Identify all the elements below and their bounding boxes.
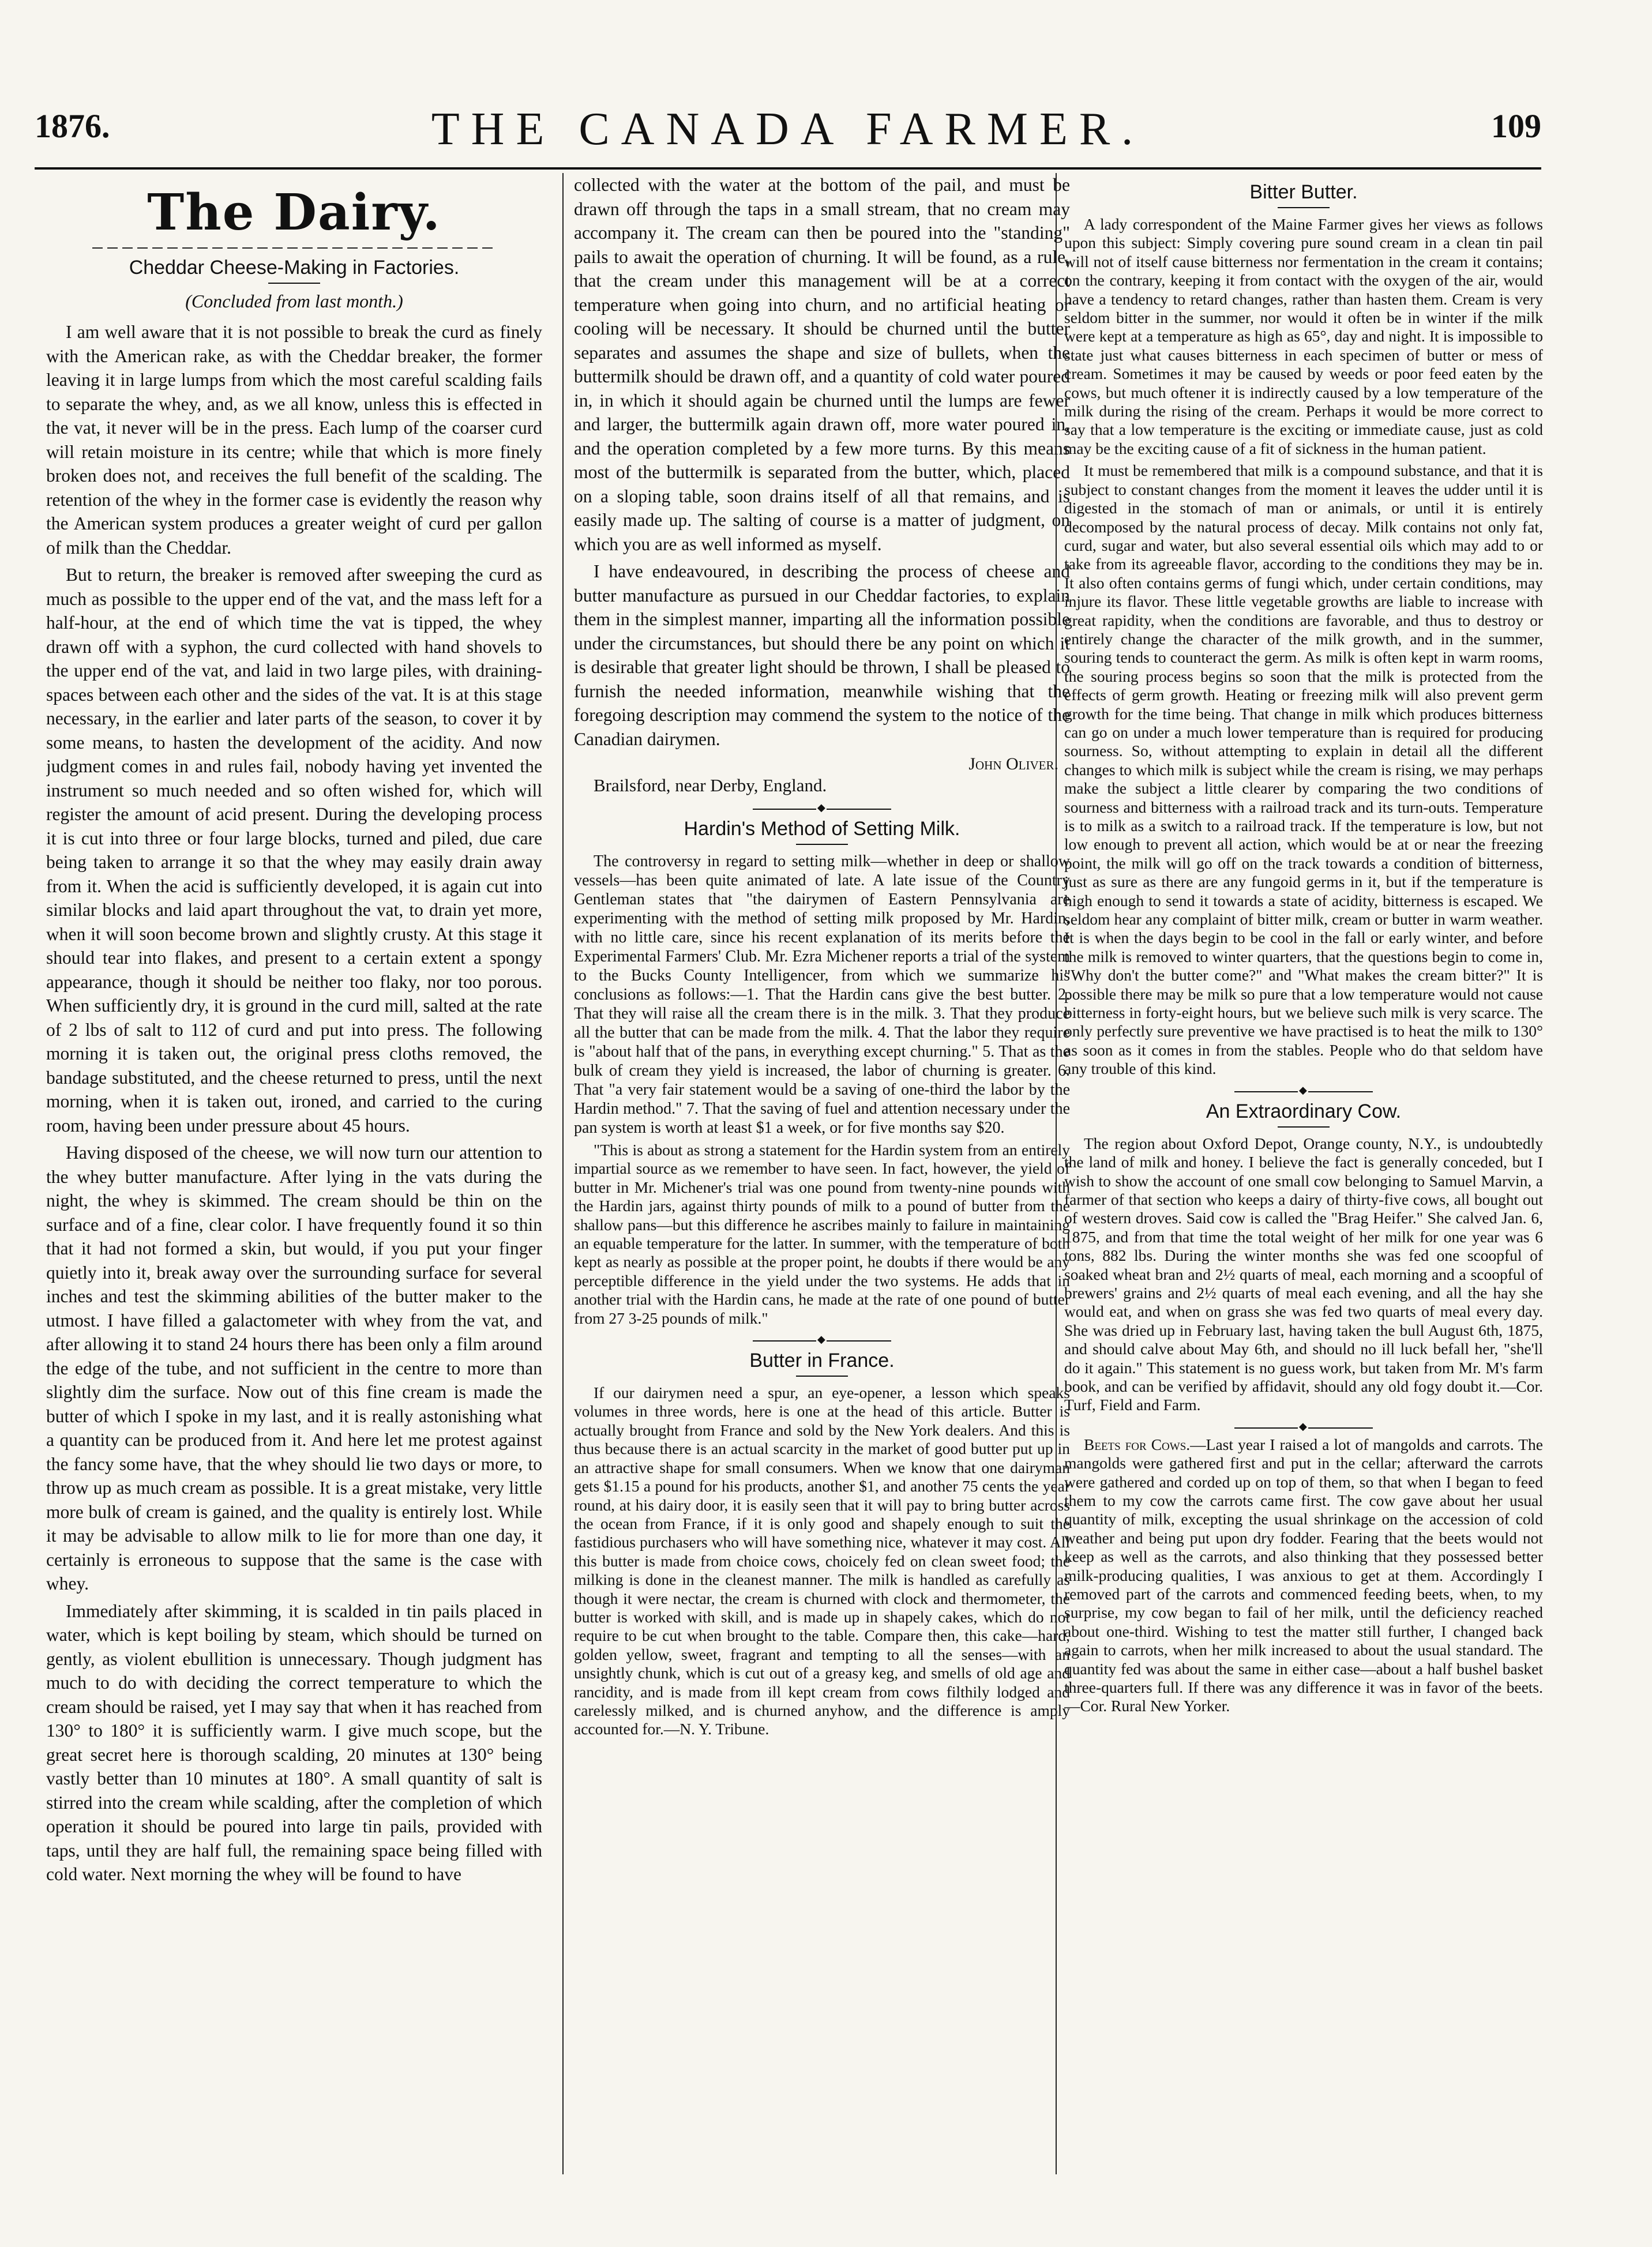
title-rule [1278, 207, 1330, 208]
article-divider [753, 809, 891, 810]
title-rule [796, 844, 848, 845]
masthead [35, 104, 1541, 170]
paragraph: I am well aware that it is not possible to break the curd as finely with the American rake, as with the Cheddar breaker, the former leaving it in large lumps from which the most careful scalding fails to separate the whey, and, as we all know, unless this is effected in the vat, it never will be in the press. Each lump of the coarser curd will retain moisture in its centre; while that which is more finely broken does not, and receives the full benefit of the scalding. The retention of the whey in the former case is evidently the reason why the American system produces a greater weight of curd per gallon of milk than the Cheddar. [46, 322, 542, 558]
issue-year: 1876. [35, 107, 110, 145]
column-2 [574, 173, 1070, 2174]
article-title-france: Butter in France. [749, 1350, 895, 1372]
article-divider [1234, 1427, 1373, 1429]
paragraph: But to return, the breaker is removed after sweeping the curd as much as possible to the upper end of the vat, and the mass left for a half-hour, at the end of which time the vat is tipped, the whey drawn off with a syphon, the curd collected with hand shovels to the upper end of the vat, and laid in two large piles, with draining-spaces between each other and the sides of the vat. It is at this stage necessary, in the earlier and later parts of the season, to cover it by some means, to hasten the development of the acidity. And now judgment comes in and rules fail, nobody having yet invented the instrument so much needed and so often wished for, which will register the amount of acid present. During the developing process it is cut into three or four large blocks, turned and piled, due care being taken to arrange it so that the whey may easily drain away from it. When the acid is sufficiently developed, it is again cut into similar blocks and laid apart throughout the vat, to drain yet more, when it will soon become brown and slightly crusty. At this stage it should tear into flakes, and present to a certain extent a spongy appearance, though it should be neither too flaky, nor too porous. When sufficiently dry, it is ground in the curd mill, salted at the rate of 2 lbs of salt to 112 of curd and put into press. The following morning it is taken out, the original press cloths removed, the bandage substituted, and the cheese returned to press, until the next morning, when it is taken out, ironed, and carried to the curing room, having been under pressure about 45 hours. [46, 565, 542, 1136]
section-rule [92, 247, 496, 249]
signature: John Oliver. [968, 754, 1058, 773]
column-1 [46, 173, 542, 2174]
paragraph: The region about Oxford Depot, Orange county, N.Y., is undoubtedly the land of milk and honey. I believe the fact is generally conceded, but I wish to show the account of one small cow belonging to Samuel Marvin, a farmer of that section who keeps a dairy of thirty-five cows, all bought out of western droves. Said cow is called the "Brag Heifer." She calved Jan. 6, 1875, and from that time the total weight of her milk for one year was 6 tons, 882 lbs. During the winter months she was fed one scoopful of soaked wheat bran and 2½ quarts of meal, each morning and a scoopful of brewers' grains and 2½ quarts of meal each evening, and all the hay she would eat, and when on grass she was fed two quarts of meal every day. She was dried up in February last, having taken the bull August 6th, 1875, and should calve about May 6th, and should no ill luck befall her, "she'll do it again." This statement is no guess work, but taken from Mr. M's farm book, and can be verified by affidavit, should any old fogy doubt it.—Cor. Turf, Field and Farm. [1064, 1134, 1543, 1414]
paragraph: The controversy in regard to setting milk—whether in deep or shallow vessels—has been quite animated of late. A late issue of the Country Gentleman states that "the dairymen of Eastern Pennsylvania are experimenting with the method of setting milk proposed by Mr. Hardin, with no little care, since his recent explanation of its merits before the Experimental Farmers' Club. Mr. Ezra Michener reports a trial of the system to the Bucks County Intelligencer, from which we summarize his conclusions as follows:—1. That the Hardin cans give the best butter. 2. That they will raise all the cream there is in the milk. 3. That they produce all the butter that can be made from the milk. 4. That the labor they require is "about half that of the pans, in everything except churning." 5. That as the bulk of cream they yield is increased, the labor of churning is greater. 6. That "a very fair statement would be a saving of one-third the labor by the Hardin method." 7. That the saving of fuel and attention necessary under the pan system is worth at least $1 a week, or for five months say $20. [574, 852, 1070, 1137]
paragraph: Immediately after skimming, it is scalded in tin pails placed in water, which is kept boiling by steam, which should be turned on gently, as violent ebullition is unnecessary. Though judgment has much to do with deciding the correct temperature to which the cream should be raised, yet I may say that when it has reached from 130° to 180° it is sufficiently warm. I give much scope, but the great secret here is thorough scalding, 20 minutes at 130° being vastly better than 10 minutes at 180°. A small quantity of salt is stirred into the cream while scalding, after the completion of which operation it should be poured into large tin pails, provided with taps, until they are half full, the remaining space being filled with cold water. Next morning the whey will be found to have [46, 1600, 542, 1884]
article-title-bitter: Bitter Butter. [1249, 181, 1358, 203]
column-3 [1064, 173, 1543, 2174]
paragraph: If our dairymen need a spur, an eye-opener, a lesson which speaks volumes in three words, here is one at the head of this article. Butter is actually brought from France and sold by the New York dealers. And this is thus because there is an actual scarcity in the market of good butter put up in an attractive shape for small consumers. When we know that one dairyman gets $1.15 a pound for his products, another $1, and another 75 cents the year round, at his dairy door, it is easily seen that it will pay to bring butter across the ocean from France, if it is only good and shapely enough to suit the fastidious purchasers who will have something nice, whatever it may cost. All this butter is made from choice cows, choicely fed on clean sweet food; the milking is done in the cleanest manner. The milk is handled as carefully as though it were nectar, the cream is churned with clock and thermometer, the butter is worked with skill, and is made up in shapely cakes, which do not require to be cut when brought to the table. Compare then, this cake—hard, golden yellow, sweet, fragrant and tempting to all the senses—with an unsightly chunk, which is cut out of a greasy keg, and smells of old age and rancidity, and is made from ill kept cream from cows filthily lodged and carelessly milked, and is churned anyhow, and the difference is amply accounted for.—N. Y. Tribune. [574, 1384, 1070, 1738]
paragraph-beets [1064, 1436, 1543, 1716]
paragraph: A lady correspondent of the Maine Farmer gives her views as follows upon this subject: Simply covering pure sound cream in a clean tin pail will not of itself cause bitterness nor fermentation in the cream it contains; on the contrary, keeping it from contact with the oxygen of the air, would have a tendency to retard changes, rather than hasten them. Cream is very seldom bitter in the summer, nor would it often be in winter if the milk were kept at a temperature as high as 65°, day and night. It is impossible to state just what causes bitterness in each specimen of butter or mess of cream. Sometimes it may be caused by weeds or poor feed eaten by the cows, but much oftener it is indirectly caused by a low temperature of the milk during the rising of the cream. Perhaps it would be more correct to say that a low temperature is the exciting or immediate cause, just as cold may be the exciting cause of a fit of sickness in the human patient. [1064, 215, 1543, 457]
paragraph: It must be remembered that milk is a compound substance, and that it is subject to constant changes from the moment it leaves the udder until it is digested in the stomach of man or animals, or until it is entirely decomposed by the natural process of decay. Milk contains not only fat, curd, sugar and water, but also several essential oils which may add to or take from its agreeable flavor, according to the conditions they may be in. It also often contains germs of fungi which, under certain conditions, may injure its flavor. These little vegetable growths are liable to increase with great rapidity, when the conditions are favorable, and thus to destroy or entirely change the character of the milk growth, and in the summer, souring tends to counteract the germ. As milk is often kept in warm rooms, the souring process begins so soon that the milk is protected from the effects of germ growth. Heating or freezing milk will also prevent germ growth for the time being. That change in milk which produces bitterness can go on under a much lower temperature than is required for producing sourness. So, without attempting to explain in detail all the different changes to which milk is subject while the cream is rising, we may perhaps make the subject a little clearer by comparing the two conditions of sourness and bitterness with a railroad track and its turn-outs. Temperature is to milk as a switch to a railroad track. If the temperature is low, but not low enough to prevent all action, which would be at or near the freezing point, the milk will go off on the track towards a condition of bitterness, just as sure as there are any fungoid germs in it, but if the temperature is high enough to send it towards a state of acidity, bitterness is escaped. We seldom hear any complaint of bitter milk, cream or butter in warm weather. It is when the days begin to be cool in the fall or early winter, and before the milk is removed to winter quarters, that the questions begin to come in, "Why don't the butter come?" and "What makes the cream bitter?" It is possible there may be milk so pure that a low temperature would not cause bitterness in forty-eight hours, but we believe such milk is very scarce. The only perfectly sure preventive we have practised is to heat the milk to 130° as soon as it comes in from the stables. People who do that seldom have any trouble of this kind. [1064, 461, 1543, 1078]
title-rule [796, 1376, 848, 1377]
article-title-hardin: Hardin's Method of Setting Milk. [684, 818, 960, 840]
title-rule [1278, 1126, 1330, 1128]
title-rule [268, 283, 320, 284]
paragraph: collected with the water at the bottom of the pail, and must be drawn off through the taps in a small stream, that no cream may accompany it. The cream can then be poured into the "standing" pails to await the operation of churning. It will be found, as a rule, that the cream under this management will be at a correct temperature when going into churn, and no artificial heating or cooling will be necessary. It should be churned until the butter separates and assumes the shape and size of bullets, when the buttermilk should be drawn off, and a quantity of cold water poured in, in which it should again be churned until the lumps are fewer and larger, the buttermilk again drawn off, more water poured in, and the operation completed by a few more turns. By this means most of the buttermilk is separated from the butter, which, placed on a sloping table, soon drains itself of all that remains, and is easily made up. The salting of course is a matter of judgment, on which you are as well informed as myself. [574, 175, 1070, 554]
paragraph: "This is about as strong a statement for the Hardin system from an entirely impartial source as we remember to have seen. In fact, however, the yield of butter in Mr. Michener's trial was one pound from twenty-nine pounds with the Hardin jars, against thirty pounds of milk to a pound of butter from the shallow pans—but this difference he ascribes mainly to failure in maintaining an equable temperature for the latter. In summer, with the temperature of both kept as nearly as possible at the proper point, he doubts if there would be any perceptible difference in the yield under the two systems. He adds that in another trial with the Hardin cans, he made at the rate of one pound of butter from 27 3-25 pounds of milk." [574, 1141, 1070, 1327]
article-subtitle: (Concluded from last month.) [185, 291, 403, 311]
paragraph: I have endeavoured, in describing the process of cheese and butter manufacture as pursued in our Cheddar factories, to explain them in the simplest manner, imparting all the information possible under the circumstances, but should there be any point on which it is desirable that greater light should be thrown, I shall be pleased to furnish the needed information, meanwhile wishing that the foregoing description may commend the system to the notice of the Canadian dairymen. [574, 561, 1070, 749]
signature-location: Brailsford, near Derby, England. [594, 775, 827, 795]
section-title: The Dairy. [147, 183, 441, 242]
article-title-cow: An Extraordinary Cow. [1206, 1100, 1402, 1122]
run-in-heading: Beets for Cows. [1084, 1435, 1191, 1453]
paragraph: Having disposed of the cheese, we will now turn our attention to the whey butter manufacture. After lying in the vats during the night, the whey is skimmed. The cream should be thin on the surface and of a fine, clear color. I have frequently found it so thin that it had not formed a skin, but would, if you put your finger quietly into it, break away over the surrounding surface for several inches and test the skimming abilities of the butter maker to the utmost. I have filled a galactometer with whey from the vat, and after allowing it to stand 24 hours there has been only a film around the edge of the tube, and not sufficient in the centre to more than slightly dim the surface. Now out of this fine cream is made the butter of which I spoke in my last, and it is really astonishing what a quantity can be produced from it. And here let me protest against the fancy some have, that the whey should lie two days or more, to throw up as much cream as possible. It is a great mistake, very little more bulk of cream is gained, and the quality is entirely lost. While it may be advisable to allow milk to lie for more than one day, it certainly is erroneous to suppose that the same is the case with whey. [46, 1143, 542, 1594]
page-number: 109 [1491, 107, 1541, 145]
article-divider [1234, 1091, 1373, 1092]
paragraph-text: —Last year I raised a lot of mangolds and carrots. The mangolds were gathered first and put in the cellar; afterward the carrots were gathered and corded up on top of them, so that when I began to feed them to my cow the carrots came first. The cow gave about her usual quantity of milk, excepting the usual shrinkage on the accession of cold weather and being put upon dry fodder. Fearing that the beets would not keep as well as the carrots, and also thinking that they possessed better milk-producing qualities, I was anxious to get at them. Accordingly I removed part of the carrots and commenced feeding beets, when, to my surprise, my cow began to fail of her milk, until the deficiency reached about one-third. Wishing to test the matter still further, I changed back again to carrots, when her milk increased to about the usual standard. The quantity fed was about the same in either case—about a half bushel basket three-quarters full. If there was any difference it was in favor of the beets.—Cor. Rural New Yorker. [1064, 1435, 1543, 1715]
masthead-rule [35, 167, 1541, 170]
column-divider [562, 173, 564, 2174]
article-title-cheddar: Cheddar Cheese-Making in Factories. [129, 257, 460, 279]
paper-title: THE CANADA FARMER. [431, 104, 1145, 155]
article-divider [753, 1340, 891, 1342]
